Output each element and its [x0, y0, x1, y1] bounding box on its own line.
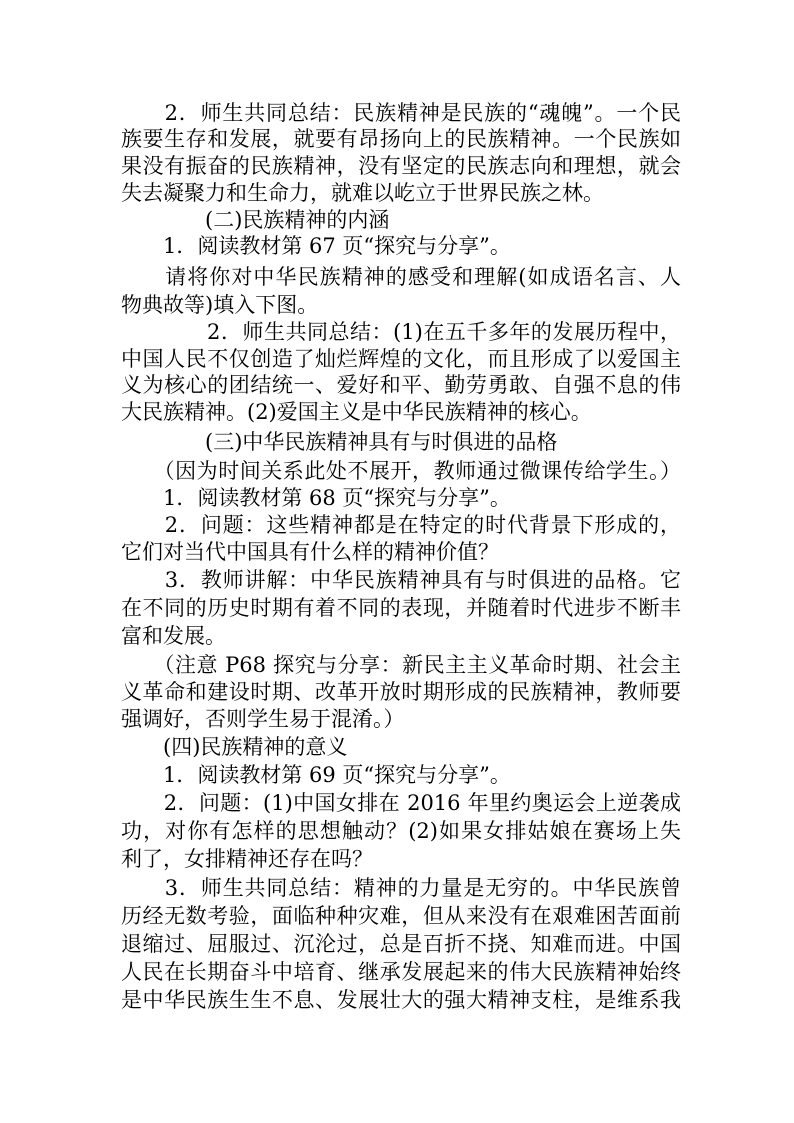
text-line: 失去凝聚力和生命力，就难以屹立于世界民族之林。 [121, 181, 604, 205]
text-line: 2．问题：(1)中国女排在 2016 年里约奥运会上逆袭成 [121, 791, 681, 815]
text-line: 它们对当代中国具有什么样的精神价值？ [121, 540, 499, 564]
section-heading: (二)民族精神的内涵 [121, 208, 390, 232]
text-line: 3．师生共同总结：精神的力量是无穷的。中华民族曾 [121, 876, 681, 900]
text-line: 物典故等)填入下图。 [121, 293, 319, 317]
text-line: 富和发展。 [121, 624, 226, 648]
section-heading: (三)中华民族精神具有与时俱进的品格 [121, 430, 558, 454]
text-line: 功，对你有怎样的思想触动？(2)如果女排姑娘在赛场上失 [121, 819, 681, 843]
section-heading: (四)民族精神的意义 [121, 735, 348, 759]
text-line: 中国人民不仅创造了灿烂辉煌的文化，而且形成了以爱国主 [121, 347, 681, 371]
text-line: 强调好，否则学生易于混淆。） [121, 707, 405, 731]
text-line: 1．阅读教材第 69 页“探究与分享”。 [121, 763, 511, 787]
text-line: 历经无数考验，面临种种灾难，但从来没有在艰难困苦面前 [121, 904, 681, 928]
text-line: 1．阅读教材第 67 页“探究与分享”。 [121, 234, 511, 258]
text-line: 义为核心的团结统一、爱好和平、勤劳勇敢、自强不息的伟 [121, 373, 681, 397]
text-line: 义革命和建设时期、改革开放时期形成的民族精神，教师要 [121, 680, 681, 704]
text-line: 请将你对中华民族精神的感受和理解(如成语名言、人 [121, 265, 681, 289]
text-line: 族要生存和发展，就要有昂扬向上的民族精神。一个民族如 [121, 127, 681, 151]
text-line: 2．师生共同总结：民族精神是民族的“魂魄”。一个民 [121, 101, 681, 125]
text-line: 是中华民族生生不息、发展壮大的强大精神支柱，是维系我 [121, 988, 681, 1012]
text-line: 2．问题：这些精神都是在特定的时代背景下形成的， [121, 513, 681, 537]
text-line: （因为时间关系此处不展开，教师通过微课传给学生。） [121, 459, 681, 483]
text-line: 大民族精神。(2)爱国主义是中华民族精神的核心。 [121, 400, 592, 424]
text-line: 果没有振奋的民族精神，没有坚定的民族志向和理想，就会 [121, 154, 681, 178]
text-line: 1．阅读教材第 68 页“探究与分享”。 [121, 486, 511, 510]
text-line: 人民在长期奋斗中培育、继承发展起来的伟大民族精神始终 [121, 960, 681, 984]
text-line: （注意 P68 探究与分享：新民主主义革命时期、社会主 [121, 653, 681, 677]
text-line: 3．教师讲解：中华民族精神具有与时俱进的品格。它 [121, 568, 681, 592]
text-line: 利了，女排精神还存在吗？ [121, 847, 373, 871]
text-line: 2．师生共同总结：(1)在五千多年的发展历程中， [121, 320, 681, 344]
text-line: 退缩过、屈服过、沉沦过，总是百折不挠、知难而进。中国 [121, 932, 681, 956]
text-line: 在不同的历史时期有着不同的表现，并随着时代进步不断丰 [121, 596, 681, 620]
